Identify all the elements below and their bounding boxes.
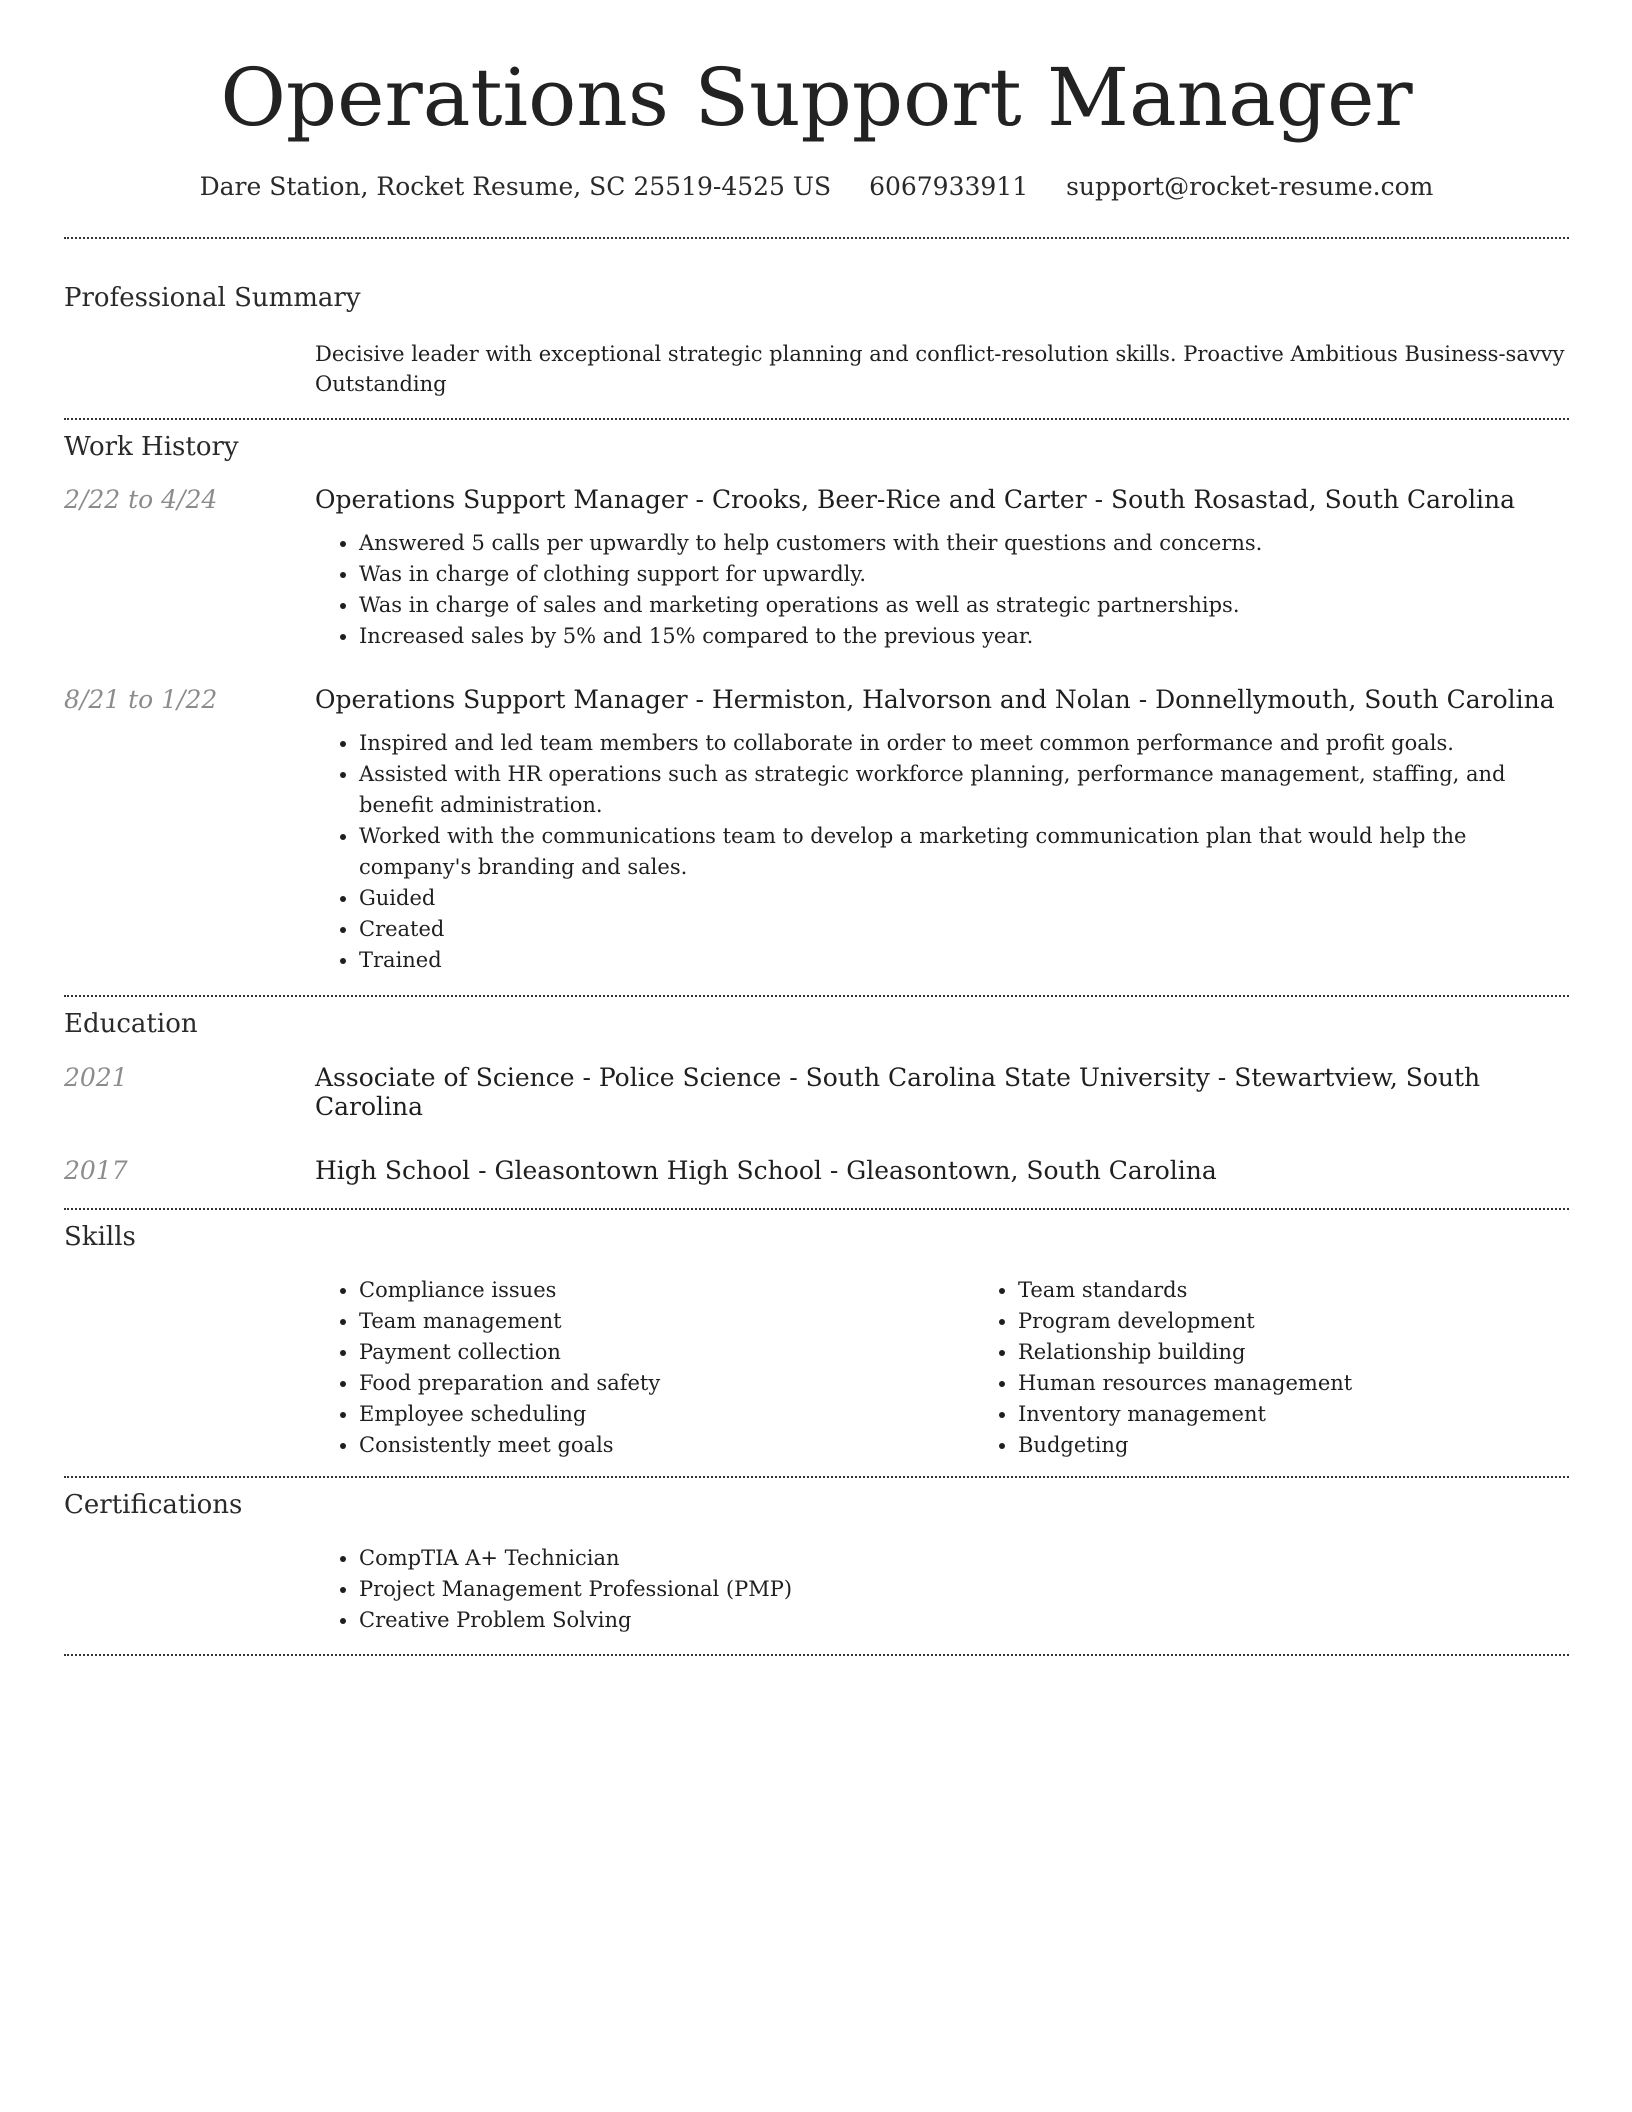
list-item: • Assisted with HR operations such as strategic workforce planning, performance management, staffing, and benefit administration. — [359, 759, 1569, 821]
address-text: Dare Station, Rocket Resume, SC 25519-4525 US — [199, 172, 832, 201]
summary-title: Professional Summary — [64, 283, 361, 313]
job-entry — [64, 485, 1569, 652]
list-item: • Was in charge of sales and marketing operations as well as strategic partnerships. — [359, 590, 1569, 621]
skills-section — [64, 1222, 1569, 1461]
list-item: • Inspired and led team members to collaborate in order to meet common performance and profit goals. — [359, 728, 1569, 759]
list-item: • CompTIA A+ Technician — [359, 1543, 1569, 1574]
list-item: • Trained — [359, 945, 1569, 976]
list-item: • Increased sales by 5% and 15% compared to the previous year. — [359, 621, 1569, 652]
list-item: • Inventory management — [1018, 1399, 1632, 1430]
list-item: • Team management — [359, 1306, 974, 1337]
education-title: Education — [64, 1009, 198, 1039]
job-dates: 2/22 to 4/24 — [64, 485, 218, 514]
divider — [64, 1208, 1569, 1210]
job-bullets — [315, 528, 1569, 652]
education-year: 2017 — [64, 1156, 128, 1185]
job-entry — [64, 685, 1569, 976]
phone-text: 6067933911 — [869, 172, 1029, 201]
summary-section — [64, 283, 1569, 399]
list-item: • Food preparation and safety — [359, 1368, 974, 1399]
skills-list-left — [315, 1275, 974, 1461]
job-dates: 8/21 to 1/22 — [64, 685, 218, 714]
education-entry — [64, 1063, 1569, 1121]
divider — [64, 1476, 1569, 1478]
candidate-name: Operations Support Manager — [220, 51, 1413, 144]
resume-page — [64, 0, 1569, 1656]
list-item: • Answered 5 calls per upwardly to help customers with their questions and concerns. — [359, 528, 1569, 559]
education-text: Associate of Science - Police Science - South Carolina State University - Stewartview, South Carolina — [315, 1063, 1481, 1121]
contact-line — [64, 172, 1569, 201]
education-text: High School - Gleasontown High School - Gleasontown, South Carolina — [315, 1156, 1217, 1185]
list-item: • Was in charge of clothing support for upwardly. — [359, 559, 1569, 590]
work-history-title: Work History — [64, 432, 239, 462]
job-heading: Operations Support Manager - Crooks, Beer-Rice and Carter - South Rosastad, South Carolina — [315, 485, 1516, 514]
job-bullets — [315, 728, 1569, 976]
education-year: 2021 — [64, 1063, 128, 1092]
divider — [64, 995, 1569, 997]
list-item: • Worked with the communications team to develop a marketing communication plan that would help the company's branding and sales. — [359, 821, 1569, 883]
email-text: support@rocket-resume.com — [1066, 172, 1434, 201]
list-item: • Guided — [359, 883, 1569, 914]
divider — [64, 418, 1569, 420]
divider — [64, 1654, 1569, 1656]
certifications-title: Certifications — [64, 1490, 243, 1520]
list-item: • Employee scheduling — [359, 1399, 974, 1430]
list-item: • Created — [359, 914, 1569, 945]
certifications-section — [64, 1490, 1569, 1636]
job-heading: Operations Support Manager - Hermiston, Halvorson and Nolan - Donnellymouth, South Carolina — [315, 685, 1555, 714]
skills-list-right — [974, 1275, 1632, 1461]
work-history-section — [64, 432, 1569, 976]
education-entry — [64, 1156, 1569, 1185]
skills-title: Skills — [64, 1222, 136, 1252]
list-item: • Creative Problem Solving — [359, 1605, 1569, 1636]
list-item: • Program development — [1018, 1306, 1632, 1337]
list-item: • Relationship building — [1018, 1337, 1632, 1368]
divider — [64, 237, 1569, 239]
summary-text: Decisive leader with exceptional strategic planning and conflict-resolution skills. Proactive Ambitious Business-savvy Outstanding — [315, 342, 1565, 396]
list-item: • Human resources management — [1018, 1368, 1632, 1399]
list-item: • Team standards — [1018, 1275, 1632, 1306]
certifications-list — [315, 1543, 1569, 1636]
list-item: • Budgeting — [1018, 1430, 1632, 1461]
list-item: • Consistently meet goals — [359, 1430, 974, 1461]
list-item: • Compliance issues — [359, 1275, 974, 1306]
education-section — [64, 1009, 1569, 1185]
list-item: • Project Management Professional (PMP) — [359, 1574, 1569, 1605]
list-item: • Payment collection — [359, 1337, 974, 1368]
